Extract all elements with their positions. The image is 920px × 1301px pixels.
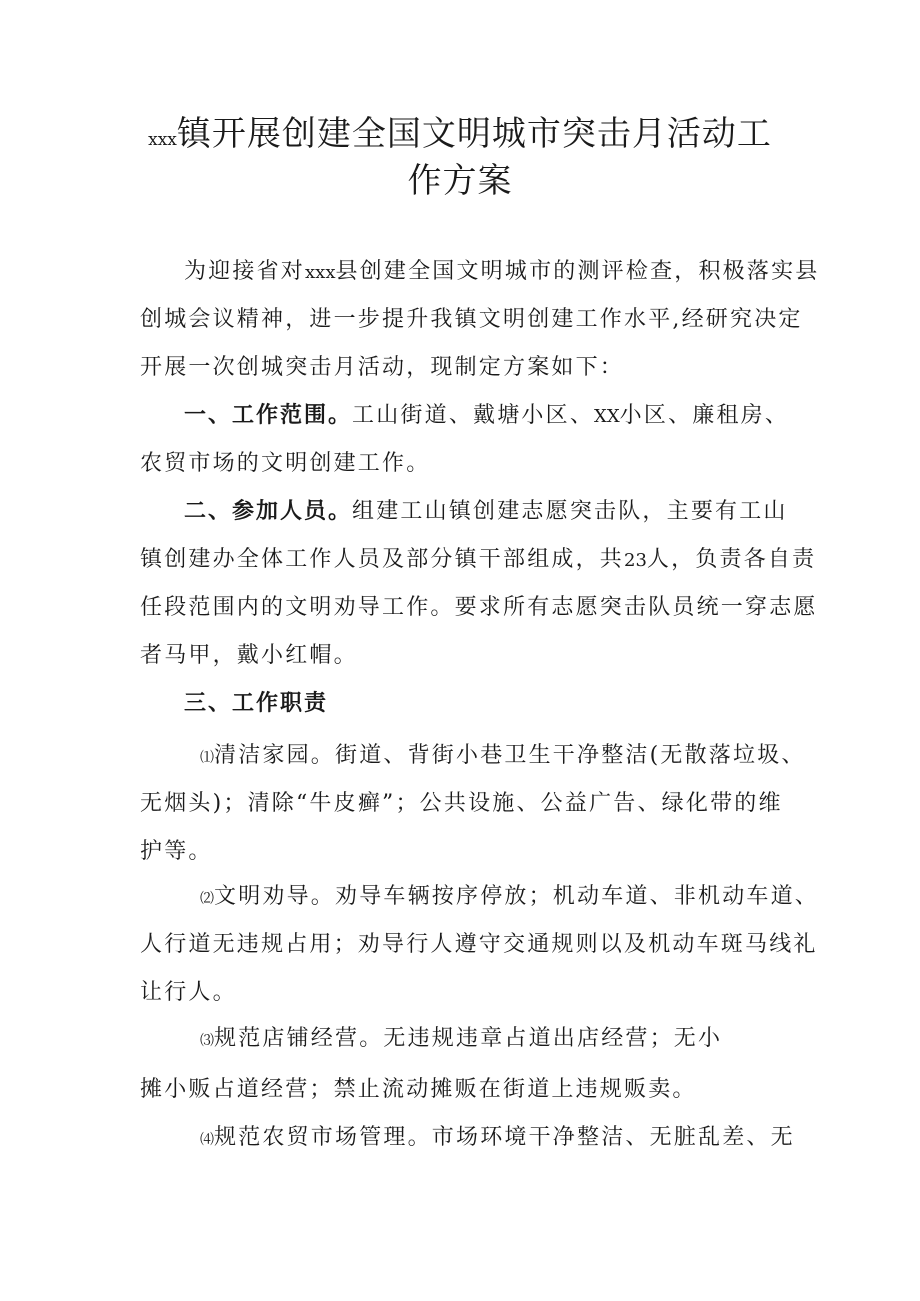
- item-4-line-1: ⑷规范农贸市场管理。市场环境干净整洁、无脏乱差、无: [200, 1125, 795, 1150]
- section-2-line-4: 者马甲，戴小红帽。: [140, 643, 358, 668]
- section-2-line-2: 镇创建办全体工作人员及部分镇干部组成，共23人，负责各自责: [140, 547, 817, 572]
- item-3-line-1: ⑶规范店铺经营。无违规违章占道出店经营；无小: [200, 1026, 723, 1051]
- item-1-line-1: ⑴清洁家园。街道、背街小巷卫生干净整洁(无散落垃圾、: [200, 743, 806, 768]
- section-2-line-3: 任段范围内的文明劝导工作。要求所有志愿突击队员统一穿志愿: [140, 595, 818, 620]
- item-2-line-2: 人行道无违规占用；劝导行人遵守交通规则以及机动车斑马线礼: [140, 932, 818, 957]
- intro-line-2: 创城会议精神，进一步提升我镇文明创建工作水平,经研究决定: [140, 307, 803, 332]
- item-1-number: ⑴: [200, 750, 214, 766]
- item-2-line-3: 让行人。: [140, 980, 237, 1005]
- section-2-heading: 二、参加人员。: [184, 499, 353, 524]
- item-1-line-2: 无烟头)；清除“牛皮癣”；公共设施、公益广告、绿化带的维: [140, 791, 783, 816]
- document-title-continued: [130, 155, 790, 207]
- section-3-line-1: [184, 689, 790, 719]
- title-line-2: 作方案: [407, 161, 513, 201]
- section-2-line-1: 二、参加人员。组建工山镇创建志愿突击队，主要有工山: [184, 499, 788, 524]
- intro-line-1: 为迎接省对xxx县创建全国文明城市的测评检查，积极落实县: [184, 259, 820, 284]
- section-1-heading: 一、工作范围。: [184, 403, 353, 428]
- item-3-line-2: 摊小贩占道经营；禁止流动摊贩在街道上违规贩卖。: [140, 1077, 697, 1102]
- section-3-heading: 三、工作职责: [184, 691, 329, 716]
- item-3-number: ⑶: [200, 1033, 214, 1049]
- title-line-1: 镇开展创建全国文明城市突击月活动工: [176, 114, 772, 154]
- title-prefix: xxx: [148, 130, 177, 150]
- section-1-line-2: 农贸市场的文明创建工作。: [140, 451, 431, 476]
- item-2-number: ⑵: [200, 891, 214, 907]
- intro-line-3: 开展一次创城突击月活动，现制定方案如下：: [140, 355, 625, 380]
- section-1-line-1: 一、工作范围。工山街道、戴塘小区、XX小区、廉租房、: [184, 403, 790, 428]
- item-1-line-3: 护等。: [140, 839, 213, 864]
- item-2-line-1: ⑵文明劝导。劝导车辆按序停放；机动车道、非机动车道、: [200, 884, 820, 909]
- item-4-number: ⑷: [200, 1132, 214, 1148]
